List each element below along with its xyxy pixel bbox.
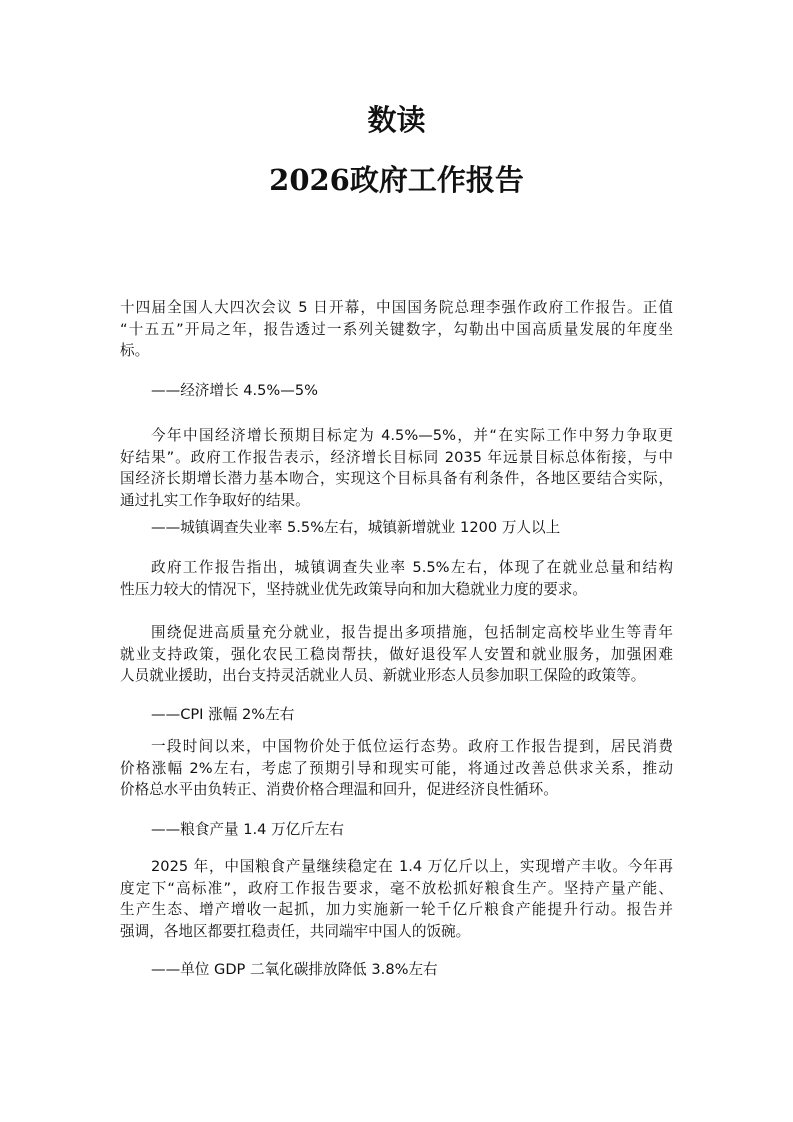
paragraph-line: 就业支持政策，强化农民工稳岗帮扶，做好退役军人安置和就业服务，加强困难 — [120, 645, 673, 663]
paragraph-line: 国经济长期增长潜力基本吻合，实现这个目标具备有利条件，各地区要结合实际， — [120, 470, 673, 487]
paragraph-line: 围绕促进高质量充分就业，报告提出多项措施，包括制定高校毕业生等青年 — [151, 624, 673, 641]
paragraph-line: 标。 — [120, 342, 150, 359]
paragraph-line: 性压力较大的情况下，坚持就业优先政策导向和加大稳就业力度的要求。 — [120, 580, 588, 598]
document-subtitle: 2026政府工作报告 — [269, 163, 524, 197]
paragraph-jobs2 — [120, 622, 673, 687]
paragraph-cpi — [120, 736, 673, 801]
paragraph-line: 生产生态、增产增收一起抓，加力实施新一轮千亿斤粮食产能提升行动。报告并 — [120, 901, 673, 918]
paragraph-line: 通过扎实工作争取好的结果。 — [120, 491, 310, 509]
paragraph-intro — [120, 297, 673, 362]
paragraph-line: 强调，各地区都要扛稳责任，共同端牢中国人的饭碗。 — [120, 922, 471, 940]
paragraph-line: 今年中国经济增长预期目标定为 4.5%—5%，并“在实际工作中努力争取更 — [151, 427, 673, 444]
paragraph-line: 价格总水平由负转正、消费价格合理温和回升，促进经济良性循环。 — [120, 781, 558, 798]
paragraph-line: 十四届全国人大四次会议 5 日开幕，中国国务院总理李强作政府工作报告。正值 — [120, 299, 673, 316]
paragraph-line: 度定下“高标准”，政府工作报告要求，毫不放松抓好粮食生产。坚持产量产能、 — [120, 879, 673, 897]
section-heading: ——单位 GDP 二氧化碳排放降低 3.8%左右 — [151, 961, 438, 978]
paragraph-growth — [120, 425, 673, 511]
paragraph-line: 价格涨幅 2%左右，考虑了预期引导和现实可能，将通过改善总供求关系，推动 — [120, 759, 673, 777]
paragraph-line: 2025 年，中国粮食产量继续稳定在 1.4 万亿斤以上，实现增产丰收。今年再 — [151, 858, 673, 875]
paragraph-line: “十五五”开局之年，报告透过一系列关键数字，勾勒出中国高质量发展的年度坐 — [120, 320, 673, 338]
paragraph-jobs1 — [120, 557, 673, 600]
paragraph-grain — [120, 856, 673, 942]
section-heading: ——CPI 涨幅 2%左右 — [151, 706, 295, 723]
paragraph-line: 政府工作报告指出，城镇调查失业率 5.5%左右，体现了在就业总量和结构 — [151, 559, 673, 576]
section-heading: ——粮食产量 1.4 万亿斤左右 — [151, 821, 345, 838]
paragraph-line: 好结果”。政府工作报告表示，经济增长目标同 2035 年远景目标总体衔接，与中 — [120, 448, 673, 466]
section-heading: ——经济增长 4.5%—5% — [151, 382, 319, 399]
document-title: 数读 — [367, 103, 426, 137]
paragraph-line: 一段时间以来，中国物价处于低位运行态势。政府工作报告提到，居民消费 — [151, 738, 673, 755]
paragraph-line: 人员就业援助，出台支持灵活就业人员、新就业形态人员参加职工保险的政策等。 — [120, 667, 646, 684]
section-heading: ——城镇调查失业率 5.5%左右，城镇新增就业 1200 万人以上 — [151, 519, 561, 536]
